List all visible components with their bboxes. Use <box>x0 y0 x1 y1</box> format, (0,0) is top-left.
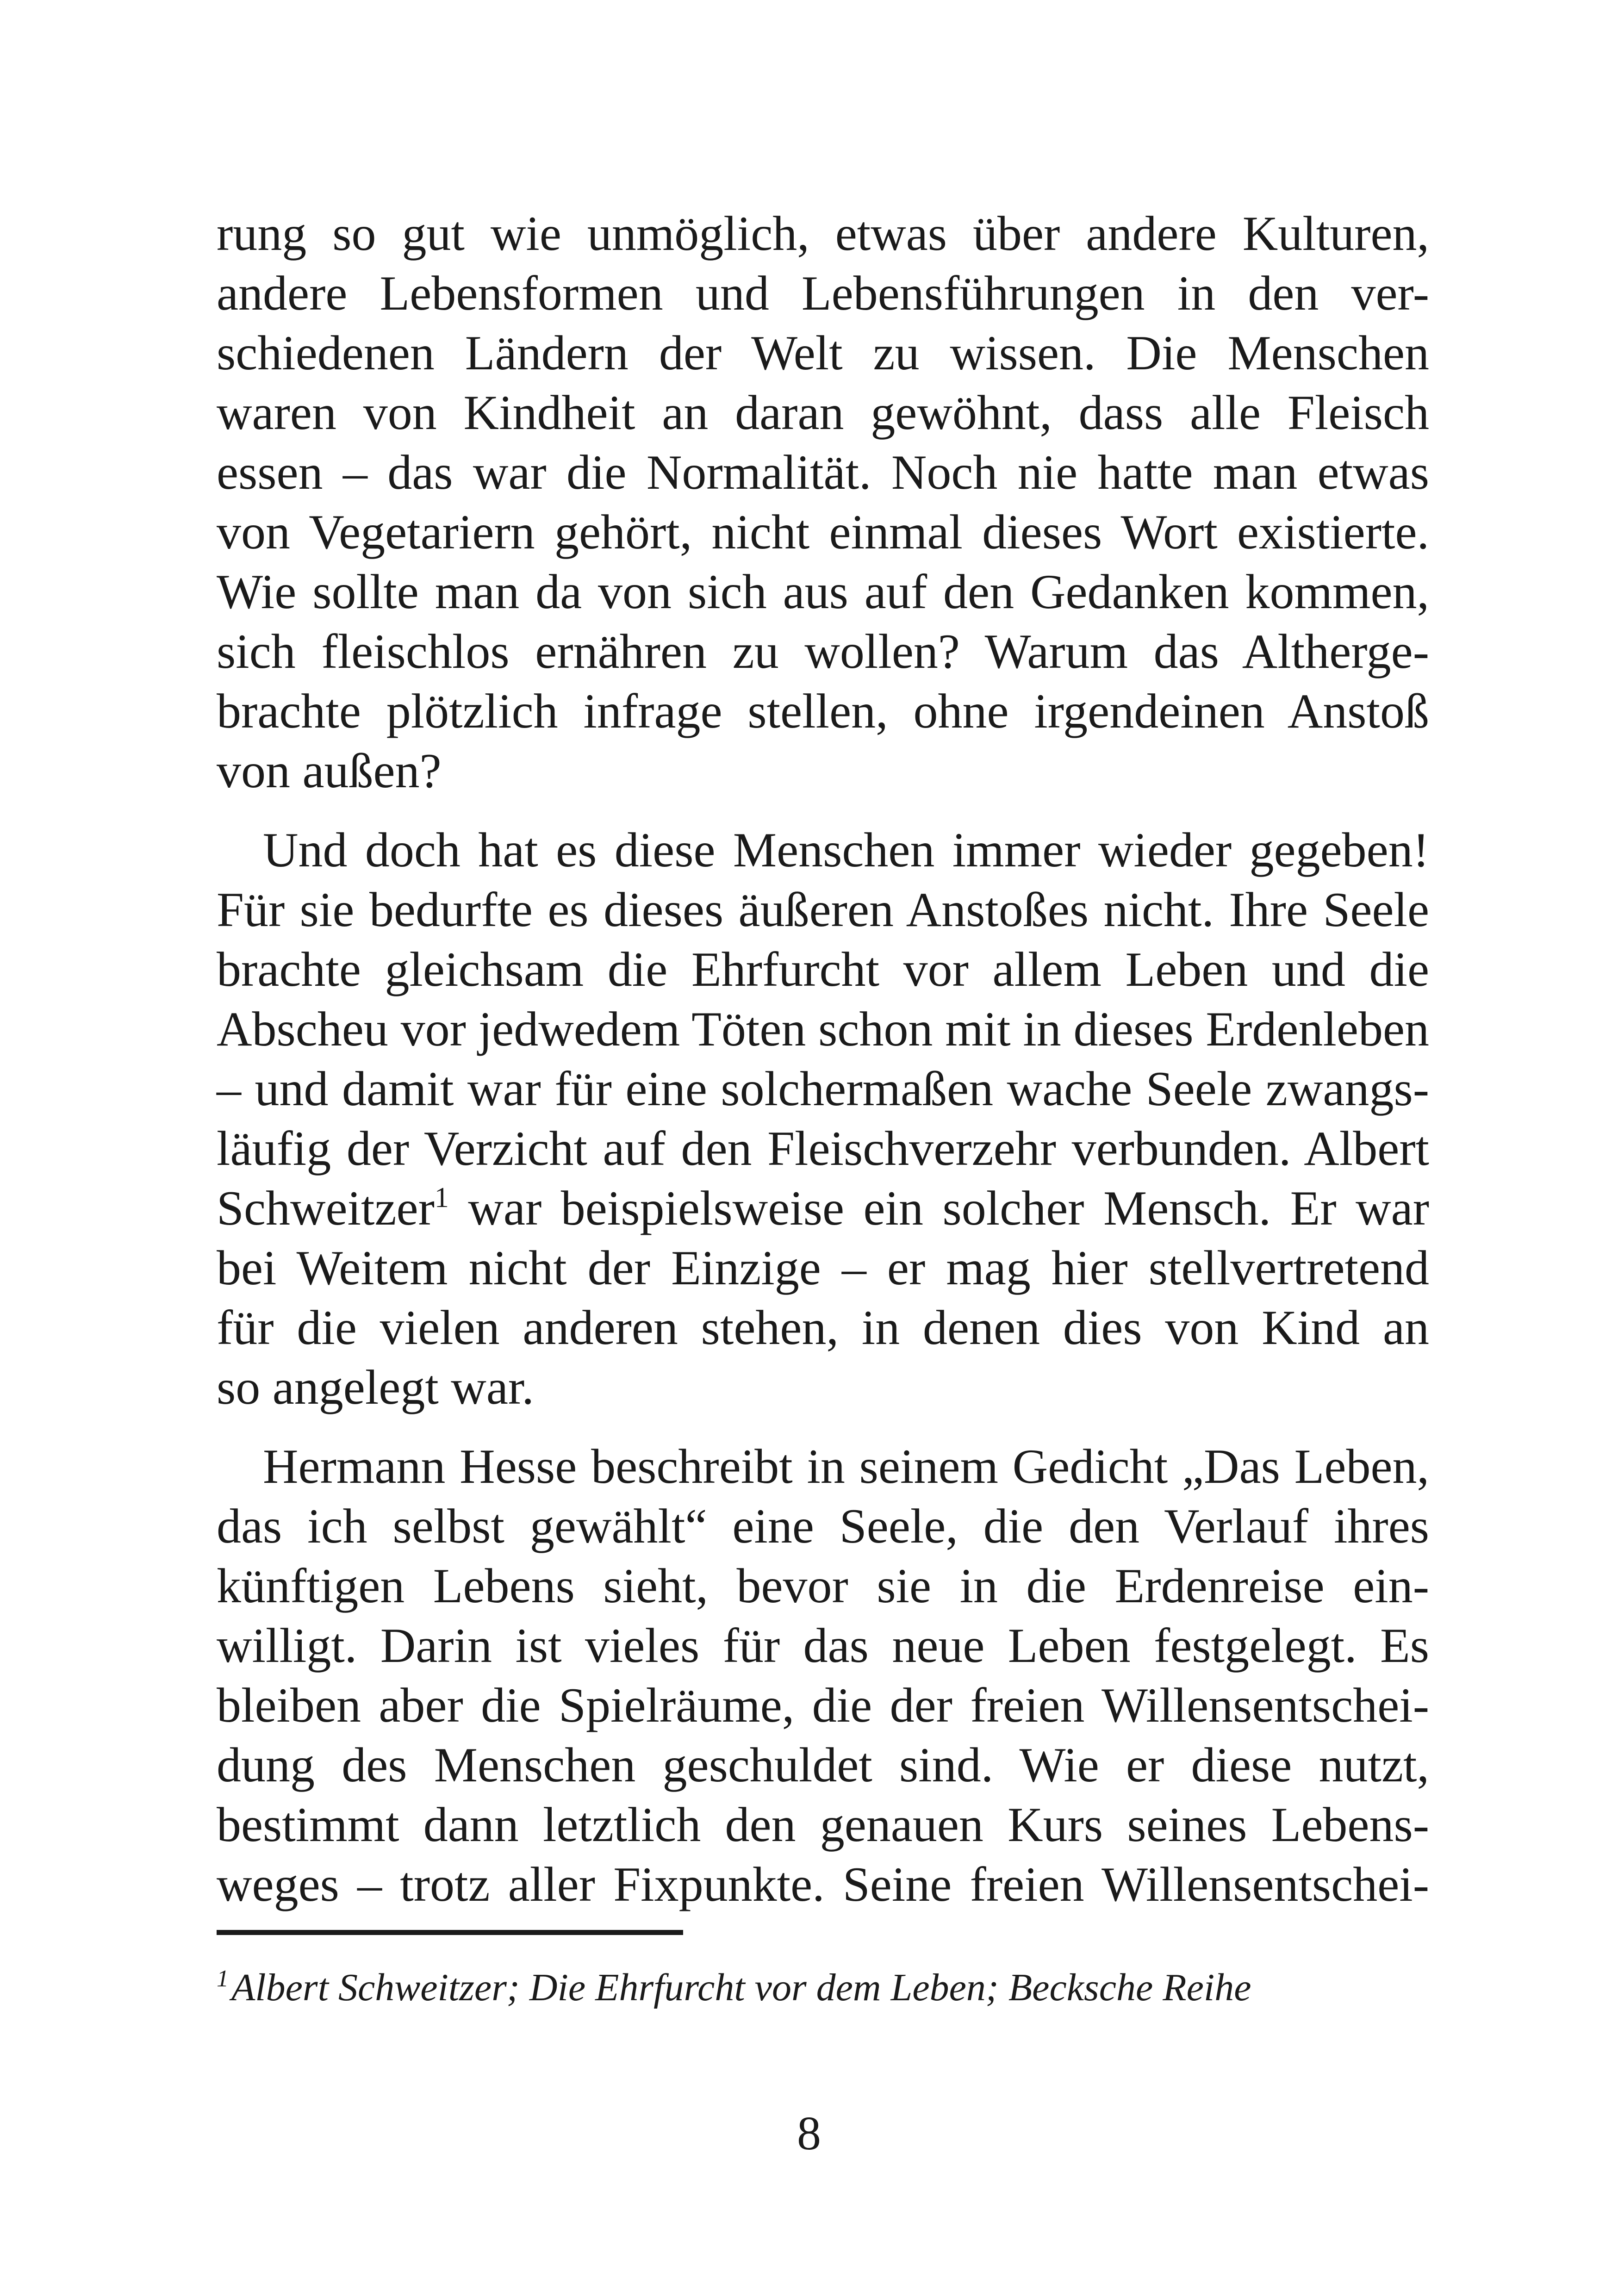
text-line: künftigen Lebens sieht, bevor sie in die Erdenreise ein- <box>217 1559 1429 1613</box>
page-number: 8 <box>797 2107 821 2160</box>
text-line: brachte plötzlich infrage stellen, ohne irgendeinen Anstoß <box>217 684 1429 738</box>
text-line: für die vielen anderen stehen, in denen dies von Kind an <box>217 1300 1429 1355</box>
footnote-ref: 1 <box>434 1182 449 1213</box>
footnote-text: Albert Schweitzer; Die Ehrfurcht vor dem Leben; Becksche Reihe <box>231 1966 1251 2009</box>
text-line: läufig der Verzicht auf den Fleischverzehr verbunden. Albert <box>217 1121 1429 1176</box>
text-line: essen – das war die Normalität. Noch nie hatte man etwas <box>217 445 1429 499</box>
footnote-number: 1 <box>217 1966 229 1992</box>
body-text <box>217 204 1429 1914</box>
text-line: Und doch hat es diese Menschen immer wieder gegeben! <box>263 823 1429 877</box>
text-line: rung so gut wie unmöglich, etwas über andere Kulturen, <box>217 206 1429 261</box>
text-line: – und damit war für eine solchermaßen wache Seele zwangs- <box>217 1062 1429 1116</box>
text-line: von Vegetariern gehört, nicht einmal dieses Wort existierte. <box>217 505 1429 559</box>
text-line: waren von Kindheit an daran gewöhnt, dass alle Fleisch <box>217 386 1429 440</box>
text-line: Abscheu vor jedwedem Töten schon mit in dieses Erdenleben <box>217 1002 1429 1056</box>
footnote-divider <box>217 1930 683 1935</box>
text-line-with-footnote-ref <box>217 1178 1429 1238</box>
text-line: brachte gleichsam die Ehrfurcht vor allem Leben und die <box>217 942 1429 996</box>
text-line: sich fleischlos ernähren zu wollen? Warum das Altherge- <box>217 624 1429 678</box>
text-line: bestimmt dann letztlich den genauen Kurs seines Lebens- <box>217 1798 1429 1852</box>
text-line: andere Lebensformen und Lebensführungen in den ver- <box>217 266 1429 320</box>
footnote <box>217 1962 1429 2013</box>
text-line: willigt. Darin ist vieles für das neue Leben festgelegt. Es <box>217 1618 1429 1673</box>
paragraph-gap <box>217 1417 1429 1437</box>
text-line: das ich selbst gewählt“ eine Seele, die den Verlauf ihres <box>217 1499 1429 1553</box>
text-line: schiedenen Ländern der Welt zu wissen. Die Menschen <box>217 326 1429 380</box>
text-line: Für sie bedurfte es dieses äußeren Anstoßes nicht. Ihre Seele <box>217 883 1429 937</box>
text-line: bleiben aber die Spielräume, die der freien Willensentschei- <box>217 1678 1429 1732</box>
text-fragment: Schweitzer <box>217 1181 435 1235</box>
text-fragment: war beispielsweise ein solcher Mensch. Er war <box>468 1181 1430 1235</box>
text-line: dung des Menschen geschuldet sind. Wie er diese nutzt, <box>217 1738 1429 1792</box>
text-line: Wie sollte man da von sich aus auf den Gedanken kommen, <box>217 565 1429 619</box>
text-line: weges – trotz aller Fixpunkte. Seine freien Willensentschei- <box>217 1857 1429 1911</box>
text-line: so angelegt war. <box>217 1360 534 1414</box>
text-line: von außen? <box>217 744 442 798</box>
text-line: Hermann Hesse beschreibt in seinem Gedicht „Das Leben, <box>263 1439 1429 1493</box>
paragraph-gap <box>217 801 1429 820</box>
text-line: bei Weitem nicht der Einzige – er mag hier stellvertretend <box>217 1241 1429 1295</box>
